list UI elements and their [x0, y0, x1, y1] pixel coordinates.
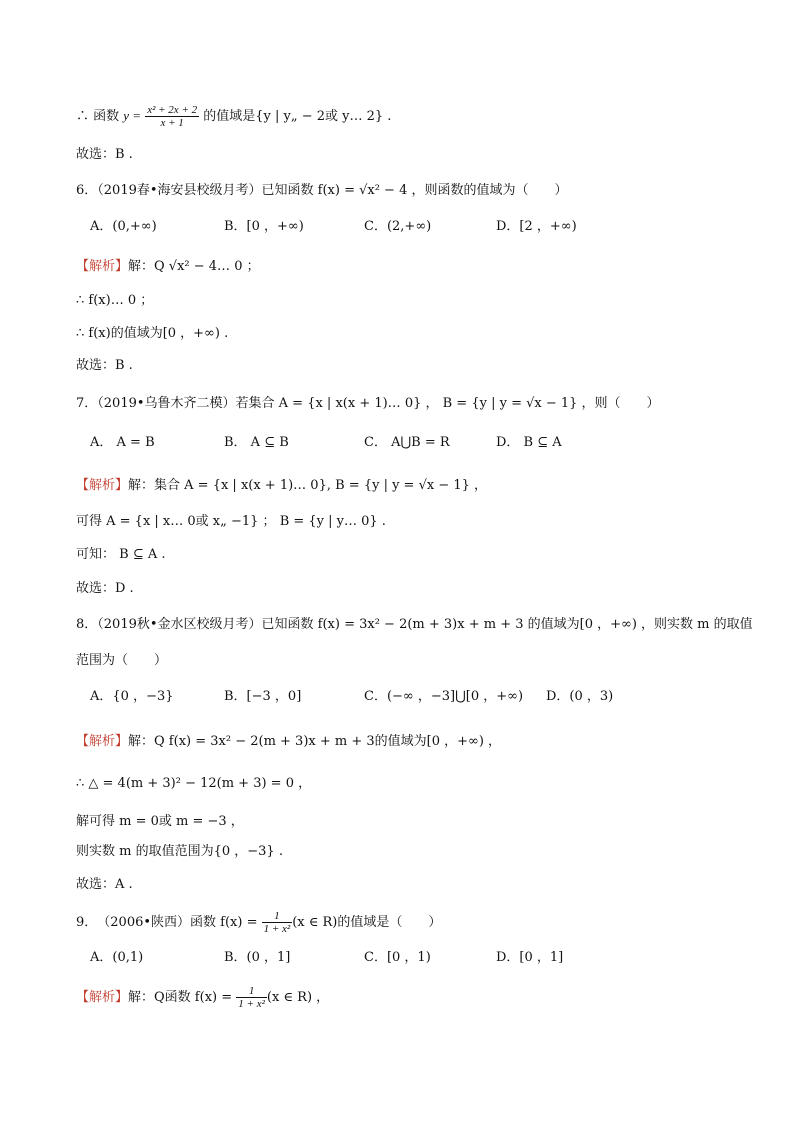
text: (x ∈ R) ，	[266, 990, 330, 1005]
analysis-tag: 【解析】	[76, 478, 129, 493]
answer-line: 故选：B .	[76, 358, 133, 373]
numerator: 1	[236, 985, 267, 998]
answer-line: 故选：B .	[76, 147, 133, 162]
question-6: 6．（2019春•海安县校级月考）已知函数 f(x) = √x² − 4 ，则函数的值域为（ ）	[76, 183, 568, 198]
analysis-tag: 【解析】	[76, 734, 129, 749]
text: 9． （2006•陕西）函数 f(x) =	[76, 915, 258, 930]
solution-line	[76, 733, 501, 751]
numerator: 1	[262, 910, 293, 923]
option-b: B．[0 ，+∞)	[224, 219, 304, 234]
text: 解：Q函数 f(x) =	[128, 990, 233, 1005]
fraction	[145, 104, 199, 129]
question-8: 8．（2019秋•金水区校级月考）已知函数 f(x) = 3x² − 2(m + 3)x + m + 3 的值域为[0 ，+∞) ，则实数 m 的取值	[76, 617, 753, 632]
question-7: 7．（2019•乌鲁木齐二模）若集合 A = {x | x(x + 1)… 0} ， B = {y | y = √x − 1} ，则（ ）	[76, 396, 660, 411]
option-c: C．(2,+∞)	[364, 219, 432, 234]
solution-line	[76, 985, 329, 1010]
solution-line	[76, 258, 260, 276]
fraction	[262, 910, 293, 935]
option-c: C． A⋃B = R	[364, 435, 450, 450]
solution-line: 可得 A = {x | x… 0或 x„ −1} ； B = {y | y… 0} .	[76, 514, 386, 529]
solution-line	[76, 477, 487, 495]
answer-line: 故选：D .	[76, 581, 134, 596]
question-8-cont: 范围为（ ）	[76, 653, 168, 668]
text: ∴ 函数	[76, 109, 124, 124]
option-b: B．[−3 ，0]	[224, 689, 302, 704]
answer-line: 故选：A .	[76, 877, 133, 892]
solution-line: ∴ f(x)… 0 ；	[76, 293, 154, 308]
analysis-tag: 【解析】	[76, 259, 129, 274]
option-c: C．[0 ，1)	[364, 950, 431, 965]
solution-line: 则实数 m 的取值范围为{0 ，−3} .	[76, 844, 283, 859]
option-a: A．{0 ，−3}	[90, 689, 174, 704]
text: 的值域是{y | y„ − 2或 y… 2} .	[199, 109, 392, 124]
question-9	[76, 910, 441, 935]
option-a: A．(0,1)	[90, 950, 144, 965]
solution-line: 可知： B ⊆ A .	[76, 547, 166, 562]
option-a: A．(0,+∞)	[90, 219, 157, 234]
option-a: A． A = B	[90, 435, 155, 450]
option-d: D．[2 ，+∞)	[496, 219, 577, 234]
line-function-range	[76, 104, 391, 129]
solution-line: 解可得 m = 0或 m = −3 ，	[76, 814, 244, 829]
math: y =	[123, 108, 142, 123]
text: 解：集合 A = {x | x(x + 1)… 0}, B = {y | y = √x − 1} ，	[128, 478, 488, 493]
analysis-tag: 【解析】	[76, 990, 129, 1005]
option-b: B．(0 ，1]	[224, 950, 291, 965]
option-d: D． B ⊆ A	[496, 435, 562, 450]
denominator: 1 + x²	[238, 998, 265, 1010]
option-c: C．(−∞ ，−3]⋃[0 ，+∞)	[364, 689, 524, 704]
denominator: x + 1	[160, 117, 184, 129]
numerator: x² + 2x + 2	[147, 104, 198, 116]
text: 解：Q f(x) = 3x² − 2(m + 3)x + m + 3的值域为[0 ，+∞) ，	[128, 734, 502, 749]
solution-line: ∴ △ = 4(m + 3)² − 12(m + 3) = 0 ，	[76, 776, 312, 791]
option-b: B． A ⊆ B	[224, 435, 289, 450]
solution-line: ∴ f(x)的值域为[0 ，+∞) .	[76, 326, 229, 341]
fraction	[236, 985, 267, 1010]
text: 解：Q √x² − 4… 0 ；	[128, 259, 260, 274]
option-d: D．[0 ，1]	[496, 950, 564, 965]
denominator: 1 + x²	[263, 923, 291, 935]
text: (x ∈ R)的值域是（ ）	[292, 915, 442, 930]
option-d: D．(0 ，3)	[546, 689, 614, 704]
